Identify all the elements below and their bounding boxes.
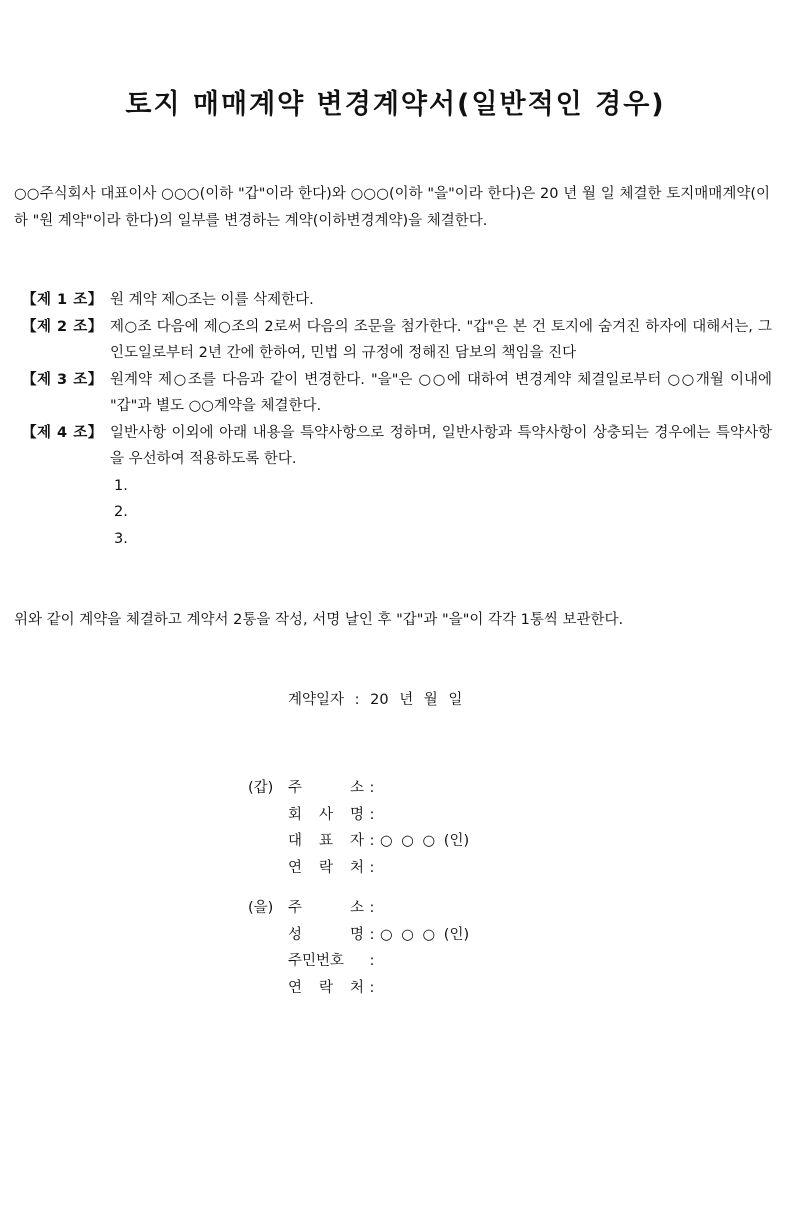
party-gap-representative-label: 대 표 자 — [288, 833, 364, 849]
party-gap-tag: (갑) — [248, 780, 274, 796]
article-2 — [22, 314, 772, 367]
party-gap-representative-row: 대 표 자 : ○ ○ ○ (인) — [248, 828, 668, 855]
article-3-label: 【제 3 조】 — [22, 371, 103, 388]
party-eul-address-label: 주 소 — [288, 900, 364, 916]
article-4 — [22, 420, 772, 473]
party-gap-address-label: 주 소 — [288, 780, 364, 796]
document-title: 토지 매매계약 변경계약서(일반적인 경우) — [125, 89, 666, 120]
party-gap-contact-value — [380, 855, 668, 882]
article-1 — [22, 287, 772, 314]
party-gap-company-row: 회 사 명 : — [248, 802, 668, 829]
party-gap-representative-value: ○ ○ ○ (인) — [380, 833, 470, 849]
party-gap-address-value — [380, 775, 668, 802]
special-item-2: 2. — [114, 504, 128, 520]
article-1-text: 원 계약 제○조는 이를 삭제한다. — [110, 292, 314, 308]
party-eul-id-value — [380, 948, 668, 975]
party-gap-company-label: 회 사 명 — [288, 806, 364, 823]
party-eul-name-row: 성 명 : ○ ○ ○ (인) — [248, 922, 668, 949]
article-1-label: 【제 1 조】 — [22, 292, 103, 308]
article-4-label: 【제 4 조】 — [22, 424, 103, 441]
special-item-3: 3. — [114, 530, 128, 547]
intro-paragraph: ○○주식회사 대표이사 ○○○(이하 "갑"이라 한다)와 ○○○(이하 "을"이라 한다)은 20 년 월 일 체결한 토지매매계약(이하 "원 계약"이라 한다)의 일부를 변경하는 계약(이하변경계약)을 체결한다. — [14, 186, 770, 229]
party-eul-name-label: 성 명 — [288, 926, 364, 943]
article-3-text: 원계약 제○조를 다음과 같이 변경한다. "을"은 ○○에 대하여 변경계약 체결일로부터 ○○개월 이내에 "갑"과 별도 ○○계약을 체결한다. — [110, 371, 772, 414]
party-eul-id-row: 주민번호 : — [248, 948, 668, 975]
party-eul-name-value: ○ ○ ○ (인) — [380, 926, 470, 943]
party-eul-contact-label: 연 락 처 — [288, 979, 364, 996]
contract-date: 계약일자 : 20 년 월 일 — [288, 692, 463, 708]
party-gap-address-row: (갑) 주 소 : — [248, 775, 668, 802]
article-4-text: 일반사항 이외에 아래 내용을 특약사항으로 정하며, 일반사항과 특약사항이 상충되는 경우에는 특약사항을 우선하여 적용하도록 한다. — [110, 424, 772, 467]
party-gap-company-value — [380, 802, 668, 829]
party-gap-block — [248, 775, 668, 881]
party-eul-tag: (을) — [248, 900, 274, 916]
article-2-text: 제○조 다음에 제○조의 2로써 다음의 조문을 첨가한다. "갑"은 본 건 토지에 숨겨진 하자에 대해서는, 그 인도일로부터 2년 간에 한하여, 민법 의 규정에 정해진 담보의 책임을 진다 — [110, 318, 772, 361]
party-eul-contact-value — [380, 975, 668, 1002]
party-gap-contact-label: 연 락 처 — [288, 859, 364, 876]
party-eul-address-row: (을) 주 소 : — [248, 895, 668, 922]
party-eul-address-value — [380, 895, 668, 922]
party-gap-contact-row: 연 락 처 : — [248, 855, 668, 882]
article-3 — [22, 367, 772, 420]
party-eul-contact-row: 연 락 처 : — [248, 975, 668, 1002]
article-2-label: 【제 2 조】 — [22, 318, 103, 335]
party-eul-id-label: 주민번호 — [288, 953, 345, 969]
party-eul-block — [248, 895, 668, 1001]
closing-paragraph: 위와 같이 계약을 체결하고 계약서 2통을 작성, 서명 날인 후 "갑"과 "을"이 각각 1통씩 보관한다. — [14, 612, 624, 628]
articles-section — [22, 287, 772, 552]
special-item-1: 1. — [114, 477, 128, 494]
